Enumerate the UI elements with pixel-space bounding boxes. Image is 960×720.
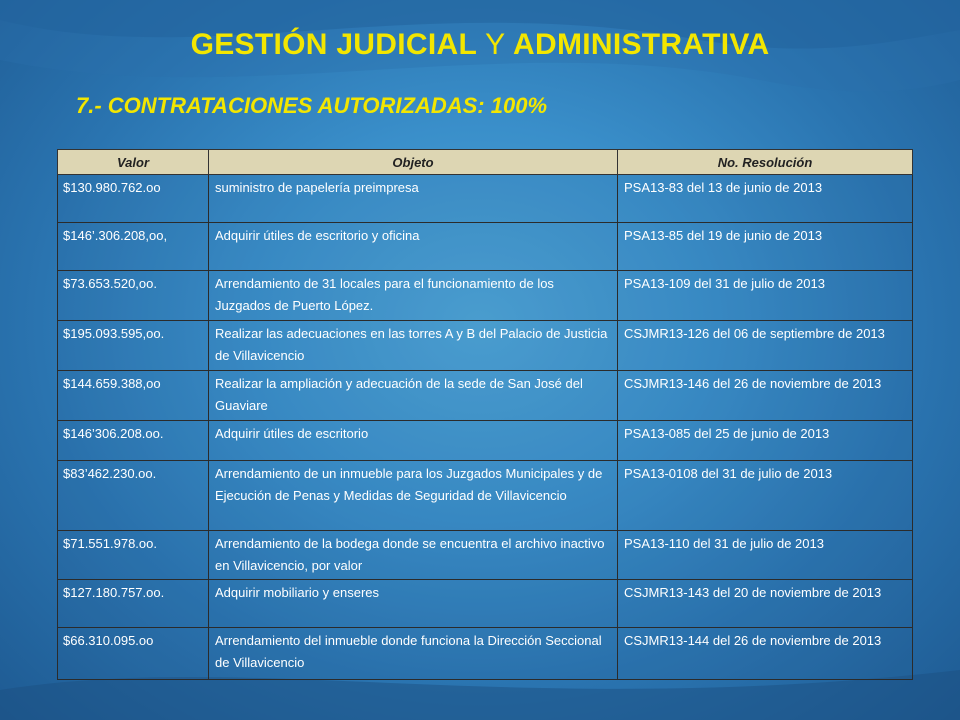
cell-resolucion: PSA13-85 del 19 de junio de 2013 xyxy=(618,223,913,271)
table-row xyxy=(58,271,913,321)
cell-resolucion: CSJMR13-126 del 06 de septiembre de 2013 xyxy=(618,321,913,371)
cell-resolucion: CSJMR13-143 del 20 de noviembre de 2013 xyxy=(618,580,913,628)
cell-resolucion: CSJMR13-146 del 26 de noviembre de 2013 xyxy=(618,371,913,421)
cell-objeto: suministro de papelería preimpresa xyxy=(209,175,618,223)
cell-resolucion: PSA13-109 del 31 de julio de 2013 xyxy=(618,271,913,321)
cell-resolucion: PSA13-085 del 25 de junio de 2013 xyxy=(618,421,913,461)
table-row xyxy=(58,175,913,223)
cell-valor: $83’462.230.oo. xyxy=(58,461,209,531)
cell-valor: $144.659.388,oo xyxy=(58,371,209,421)
cell-resolucion: PSA13-110 del 31 de julio de 2013 xyxy=(618,531,913,580)
cell-valor: $195.093.595,oo. xyxy=(58,321,209,371)
header-resolucion: No. Resolución xyxy=(618,150,913,175)
title-part-1: GESTIÓN JUDICIAL xyxy=(190,28,477,61)
cell-valor: $130.980.762.oo xyxy=(58,175,209,223)
table-row xyxy=(58,461,913,531)
cell-objeto: Arrendamiento de un inmueble para los Juzgados Municipales y de Ejecución de Penas y Medidas de Seguridad de Villavicencio xyxy=(209,461,618,531)
cell-valor: $66.310.095.oo xyxy=(58,628,209,680)
title-part-2: Y xyxy=(485,28,506,61)
header-valor: Valor xyxy=(58,150,209,175)
contracts-table xyxy=(57,149,913,680)
cell-resolucion: PSA13-83 del 13 de junio de 2013 xyxy=(618,175,913,223)
cell-objeto: Realizar las adecuaciones en las torres A y B del Palacio de Justicia de Villavicencio xyxy=(209,321,618,371)
cell-objeto: Adquirir útiles de escritorio y oficina xyxy=(209,223,618,271)
cell-valor: $146’.306.208,oo, xyxy=(58,223,209,271)
section-subtitle: 7.- CONTRATACIONES AUTORIZADAS: 100% xyxy=(76,93,548,118)
cell-resolucion: CSJMR13-144 del 26 de noviembre de 2013 xyxy=(618,628,913,680)
cell-objeto: Realizar la ampliación y adecuación de la sede de San José del Guaviare xyxy=(209,371,618,421)
cell-objeto: Arrendamiento de 31 locales para el funcionamiento de los Juzgados de Puerto López. xyxy=(209,271,618,321)
header-objeto: Objeto xyxy=(209,150,618,175)
cell-valor: $71.551.978.oo. xyxy=(58,531,209,580)
cell-resolucion: PSA13-0108 del 31 de julio de 2013 xyxy=(618,461,913,531)
table-row xyxy=(58,421,913,461)
cell-objeto: Arrendamiento de la bodega donde se encuentra el archivo inactivo en Villavicencio, por valor xyxy=(209,531,618,580)
cell-objeto: Arrendamiento del inmueble donde funciona la Dirección Seccional de Villavicencio xyxy=(209,628,618,680)
table-row xyxy=(58,321,913,371)
page-title xyxy=(0,28,960,62)
cell-valor: $73.653.520,oo. xyxy=(58,271,209,321)
cell-valor: $127.180.757.oo. xyxy=(58,580,209,628)
table-row xyxy=(58,223,913,271)
table-row xyxy=(58,371,913,421)
cell-objeto: Adquirir mobiliario y enseres xyxy=(209,580,618,628)
table-header-row xyxy=(58,150,913,175)
table-row xyxy=(58,628,913,680)
table-row xyxy=(58,580,913,628)
cell-valor: $146’306.208.oo. xyxy=(58,421,209,461)
table-row xyxy=(58,531,913,580)
title-part-3: ADMINISTRATIVA xyxy=(513,28,770,61)
cell-objeto: Adquirir útiles de escritorio xyxy=(209,421,618,461)
